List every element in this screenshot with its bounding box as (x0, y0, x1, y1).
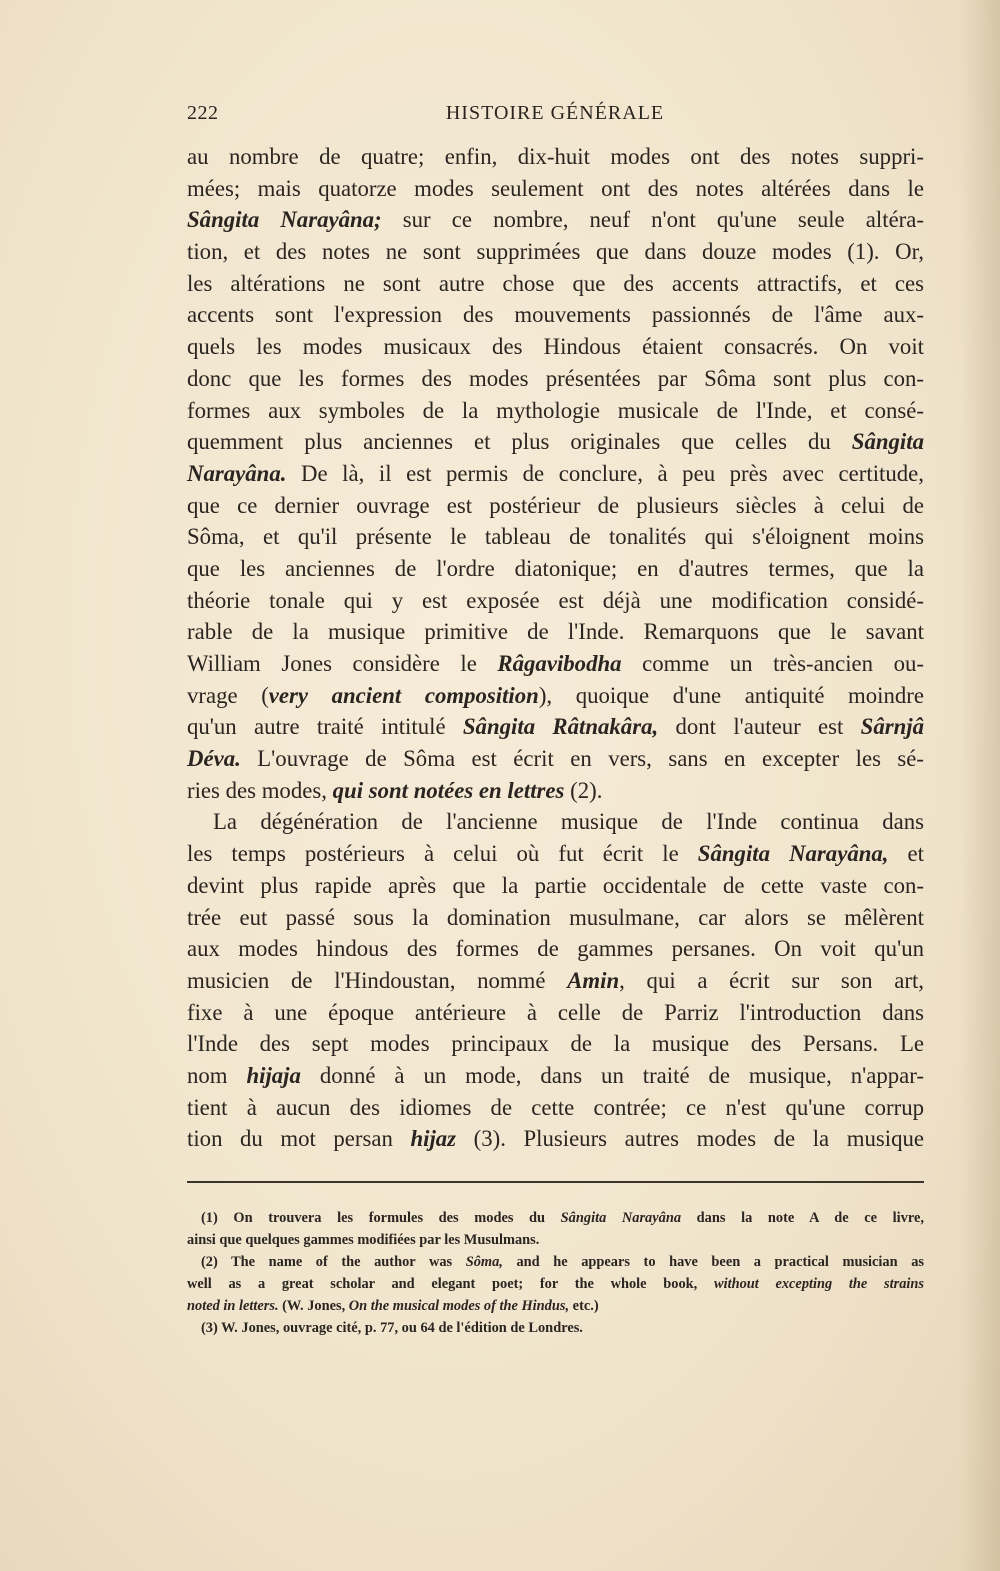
italic-text-run: hijaja (246, 1062, 301, 1088)
text-line (187, 268, 924, 300)
text-line (187, 426, 924, 458)
text-run: tion, et des notes ne sont supprimées que dans douze modes (1). Or, (187, 239, 924, 265)
text-line (187, 204, 924, 236)
text-run: théorie tonale qui y est exposée est déjà une modification considé- (187, 587, 924, 613)
text-run: De là, il est permis de conclure, à peu près avec certitude, (286, 460, 924, 486)
footnote-line (187, 1317, 924, 1339)
text-run: musicien de l'Hindoustan, nommé (187, 967, 568, 993)
text-run: et (888, 841, 925, 867)
text-line (187, 711, 924, 743)
text-run: ainsi que quelques gammes modifiées par les Musulmans. (187, 1232, 540, 1248)
text-run: accents sont l'expression des mouvements passionnés de l'âme aux- (187, 302, 924, 328)
page-number: 222 (187, 102, 219, 124)
text-run: mées; mais quatorze modes seulement ont des notes altérées dans le (187, 175, 924, 201)
footnote-line (187, 1251, 924, 1273)
text-line (187, 458, 924, 490)
text-run: (W. Jones, (278, 1298, 349, 1314)
text-run: comme un très-ancien ou- (621, 651, 924, 676)
italic-text-run: Sârnjâ (860, 714, 924, 740)
text-line (187, 933, 924, 965)
text-line (187, 521, 924, 553)
text-run: (3). Plusieurs autres modes de la musique (456, 1126, 924, 1152)
italic-text-run: Amin (567, 967, 620, 993)
text-run: well as a great scholar and elegant poet; for the whole book, (187, 1276, 714, 1292)
footnotes (187, 1207, 924, 1339)
text-run: donc que les formes des modes présentées par Sôma sont plus con- (187, 365, 924, 391)
text-line (187, 363, 924, 395)
text-run: ), quoique d'une antiquité moindre (538, 682, 925, 708)
text-run: dont l'auteur est (658, 714, 861, 740)
running-title: HISTOIRE GÉNÉRALE (445, 102, 665, 124)
text-run: nom (187, 1062, 247, 1088)
text-line (187, 775, 924, 807)
italic-text-run: Déva. (187, 746, 241, 772)
text-run: quels les modes musicaux des Hindous étaient consacrés. On voit (187, 334, 924, 360)
text-run: l'Inde des sept modes principaux de la musique des Persans. Le (187, 1031, 924, 1057)
text-run: , qui a écrit sur son art, (619, 967, 924, 993)
text-line (187, 173, 924, 205)
text-line (187, 299, 924, 331)
text-line (187, 585, 924, 617)
footnote-line (187, 1295, 924, 1317)
footnote-line (187, 1229, 924, 1251)
text-run: au nombre de quatre; enfin, dix-huit modes ont des notes suppri- (187, 144, 924, 169)
text-line (187, 331, 924, 363)
italic-text-run: Sângita Narayâna (560, 1210, 682, 1226)
page-edge-shadow (960, 0, 1000, 1571)
text-run: donné à un mode, dans un traité de musique, n'appar- (300, 1062, 924, 1088)
text-run: L'ouvrage de Sôma est écrit en vers, sans en excepter les sé- (240, 746, 924, 772)
text-line (187, 141, 924, 173)
text-run: (3) W. Jones, ouvrage cité, p. 77, ou 64 de l'édition de Londres. (201, 1320, 583, 1336)
text-run: Sôma, et qu'il présente le tableau de tonalités qui s'éloignent moins (187, 524, 924, 550)
text-run: les altérations ne sont autre chose que des accents attractifs, et ces (187, 270, 924, 296)
text-run: ries des modes, (187, 777, 333, 803)
text-run: rable de la musique primitive de l'Inde. Remarquons que le savant (187, 619, 924, 645)
page-header (187, 102, 923, 132)
text-line (187, 236, 924, 268)
italic-text-run: Sângita Narayâna; (187, 207, 382, 233)
footnote-rule (187, 1181, 924, 1183)
text-run: dans la note A de ce livre, (681, 1210, 924, 1226)
text-line (187, 553, 924, 585)
text-line (187, 838, 924, 870)
text-run: formes aux symboles de la mythologie musicale de l'Inde, et consé- (187, 397, 924, 423)
text-run: William Jones considère le (187, 651, 498, 676)
text-run: qu'un autre traité intitulé (187, 714, 463, 740)
text-line (187, 806, 924, 838)
text-run: que ce dernier ouvrage est postérieur de plusieurs siècles à celui de (187, 492, 924, 518)
text-run: and he appears to have been a practical musician as (502, 1254, 924, 1270)
text-run: sur ce nombre, neuf n'ont qu'une seule altéra- (381, 207, 924, 233)
italic-text-run: without excepting the strains (713, 1276, 924, 1292)
text-run: La dégénération de l'ancienne musique de l'Inde continua dans (213, 809, 924, 835)
italic-text-run: Sôma, (465, 1254, 503, 1270)
text-line (187, 743, 924, 775)
italic-text-run: Râgavibodha (497, 651, 622, 676)
italic-text-run: Sângita (851, 429, 924, 455)
text-line (187, 1123, 924, 1155)
main-text (187, 141, 924, 1155)
text-run: quemment plus anciennes et plus originales que celles du (187, 429, 852, 455)
italic-text-run: Narayâna. (187, 460, 287, 486)
text-run: fixe à une époque antérieure à celle de Parriz l'introduction dans (187, 999, 924, 1025)
text-run: (2). (564, 777, 603, 803)
text-line (187, 648, 924, 680)
text-line (187, 997, 924, 1029)
text-line (187, 1028, 924, 1060)
text-line (187, 870, 924, 902)
text-line (187, 395, 924, 427)
text-line (187, 965, 924, 997)
text-run: les temps postérieurs à celui où fut écrit le (187, 841, 698, 867)
text-run: tion du mot persan (187, 1126, 411, 1152)
text-line (187, 490, 924, 522)
text-line (187, 680, 924, 712)
text-run: que les anciennes de l'ordre diatonique; en d'autres termes, que la (187, 555, 924, 581)
text-run: (1) On trouvera les formules des modes du (201, 1210, 561, 1226)
italic-text-run: Sângita Râtnakâra, (462, 714, 659, 740)
text-run: devint plus rapide après que la partie occidentale de cette vaste con- (187, 872, 924, 898)
text-run: vrage ( (187, 682, 269, 708)
italic-text-run: qui sont notées en lettres (332, 777, 565, 803)
text-run: trée eut passé sous la domination musulmane, car alors se mêlèrent (187, 904, 924, 930)
text-run: tient à aucun des idiomes de cette contrée; ce n'est qu'une corrup (187, 1094, 924, 1120)
italic-text-run: Sângita Narayâna, (697, 841, 889, 867)
footnote-line (187, 1273, 924, 1295)
text-line (187, 1092, 924, 1124)
italic-text-run: very ancient composition (268, 682, 539, 708)
text-run: etc.) (569, 1298, 599, 1314)
text-line (187, 1060, 924, 1092)
footnote-line (187, 1207, 924, 1229)
text-line (187, 616, 924, 648)
text-line (187, 902, 924, 934)
text-run: aux modes hindous des formes de gammes persanes. On voit qu'un (187, 936, 924, 962)
text-run: (2) The name of the author was (201, 1254, 466, 1270)
italic-text-run: noted in letters. (187, 1298, 279, 1314)
italic-text-run: On the musical modes of the Hindus, (348, 1298, 570, 1314)
italic-text-run: hijaz (410, 1126, 457, 1152)
